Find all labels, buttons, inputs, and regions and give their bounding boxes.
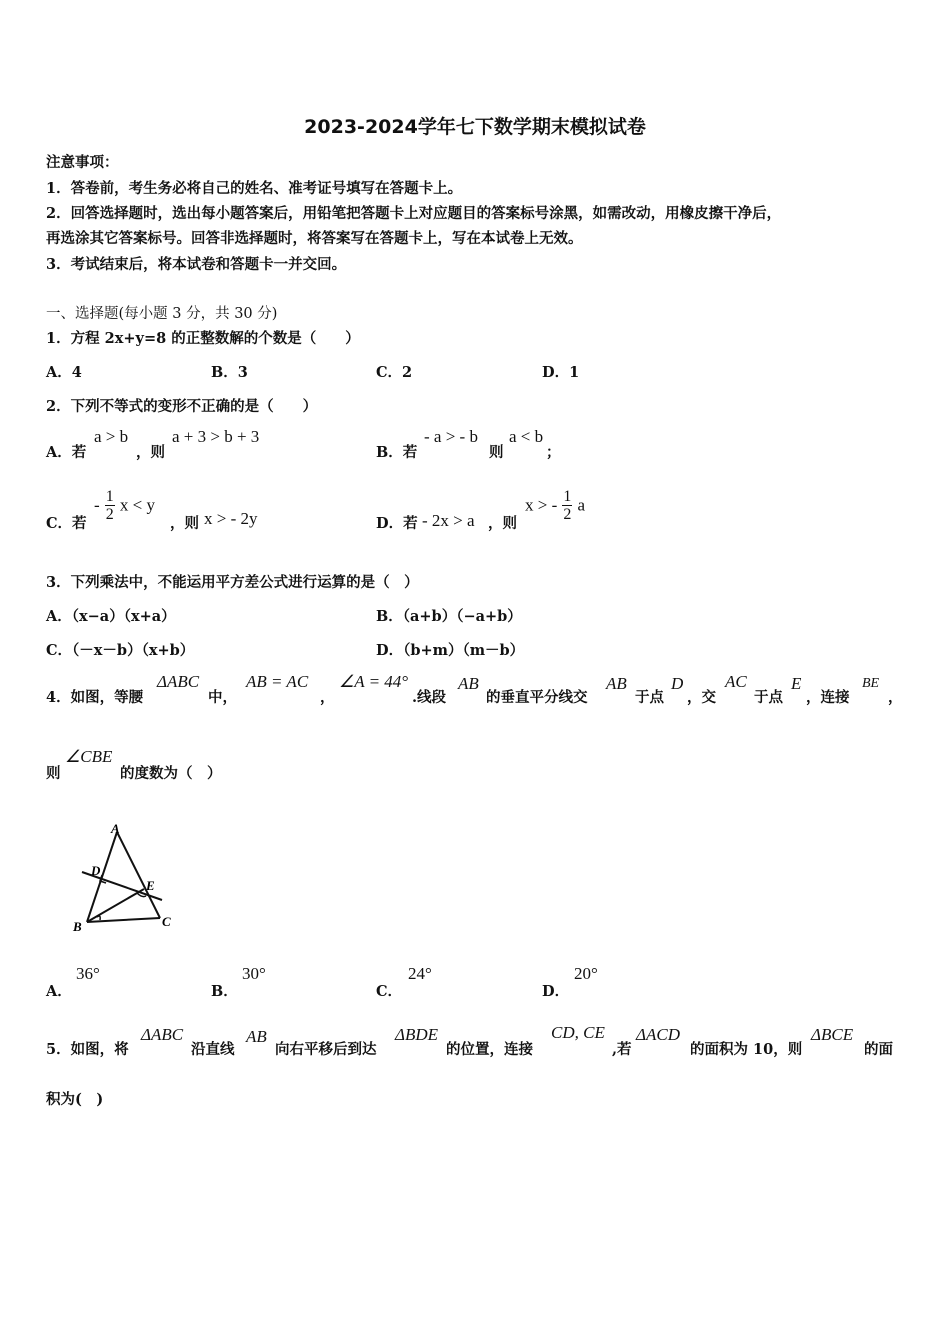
stem-math: AB <box>458 674 479 693</box>
notice-item: 2．回答选择题时，选出每小题答案后，用铅笔把答题卡上对应题目的答案标号涂黑，如需改动，用橡皮擦干净后， <box>46 205 782 222</box>
stem-text: .线段 <box>412 689 447 706</box>
math-expr: x < y <box>119 495 155 515</box>
stem-text: 的面积为 10，则 <box>690 1041 803 1058</box>
triangle-figure <box>70 818 195 936</box>
stem-math: ΔABC <box>141 1025 184 1044</box>
option-d-math <box>525 488 585 523</box>
option-d-then: ，则 <box>488 515 517 532</box>
question-stem: 1．方程 2x+y=8 的正整数解的个数是（ ） <box>46 330 360 347</box>
denominator: 2 <box>563 506 572 523</box>
stem-text: 的位置，连接 <box>446 1041 533 1058</box>
stem-text: ， <box>888 689 903 706</box>
numerator: 1 <box>105 488 114 505</box>
stem-text: 中， <box>208 689 237 706</box>
stem-text: ，交 <box>687 689 716 706</box>
label-e: E <box>146 878 155 893</box>
numerator: 1 <box>563 488 572 505</box>
notice-item: 再选涂其它答案标号。回答非选择题时，将答案写在答题卡上，写在本试卷上无效。 <box>46 230 583 247</box>
option-a-math: a + 3 > b + 3 <box>172 427 260 446</box>
stem-math: ΔBDE <box>395 1025 439 1044</box>
stem-math: ΔBCE <box>811 1025 854 1044</box>
stem-math: ΔABC <box>157 672 200 691</box>
option-b-end: ； <box>546 444 561 461</box>
option-d-value: 20° <box>574 964 598 983</box>
stem-text: 向右平移后到达 <box>275 1041 377 1058</box>
option-d: D．（b+m）（m－b） <box>376 642 525 659</box>
page-title: 2023-2024学年七下数学期末模拟试卷 <box>304 116 646 138</box>
option-b: B．（a+b）（−a+b） <box>376 608 522 625</box>
stem-text: 则 <box>46 765 61 782</box>
stem-text: 的度数为（ ） <box>120 765 222 782</box>
fraction <box>562 488 572 523</box>
stem-text: 于点 <box>635 689 664 706</box>
stem-text: 的面 <box>864 1041 893 1058</box>
stem-math: BE <box>862 676 880 691</box>
notice-heading: 注意事项： <box>46 154 119 171</box>
stem-text: ，连接 <box>806 689 850 706</box>
option-a-then: ，则 <box>136 444 165 461</box>
option-b-math: - a > - b <box>424 427 478 446</box>
option-c: C．2 <box>376 364 413 381</box>
stem-text: ,若 <box>612 1041 632 1058</box>
stem-text: 沿直线 <box>191 1041 235 1058</box>
option-a-math: a > b <box>94 427 129 446</box>
option-b-label: B． <box>211 983 238 1000</box>
option-d: D．1 <box>542 364 580 381</box>
stem-math: AB <box>606 674 627 693</box>
option-b-then: 则 <box>489 444 504 461</box>
option-c-label: C．若 <box>46 515 87 532</box>
option-a: A．4 <box>46 364 82 381</box>
option-d-label: D．若 <box>376 515 418 532</box>
stem-math: ΔACD <box>636 1025 680 1044</box>
stem-text: 积为( ) <box>46 1091 104 1108</box>
denominator: 2 <box>105 506 114 523</box>
stem-math: ∠CBE <box>65 747 113 766</box>
stem-math: AB = AC <box>246 672 309 691</box>
option-d-math: - 2x > a <box>422 511 475 530</box>
label-c: C <box>162 914 171 929</box>
math-expr: a <box>577 495 585 515</box>
stem-text: ， <box>320 689 335 706</box>
option-c-then: ，则 <box>170 515 199 532</box>
stem-math: CD, CE <box>551 1023 605 1042</box>
notice-item: 3．考试结束后，将本试卷和答题卡一并交回。 <box>46 256 347 273</box>
option-b-label: B．若 <box>376 444 418 461</box>
option-a: A．（x−a）（x+a） <box>46 608 176 625</box>
option-c-label: C． <box>376 983 403 1000</box>
option-c: C．（－x－b）（x+b） <box>46 642 195 659</box>
option-a-label: A．若 <box>46 444 87 461</box>
math-minus: - <box>94 495 100 515</box>
option-b-math: a < b <box>509 427 544 446</box>
option-c-math: x > - 2y <box>204 509 258 528</box>
angle-mark <box>97 916 100 920</box>
option-b: B．3 <box>211 364 248 381</box>
label-d: D <box>91 863 101 878</box>
stem-math: E <box>791 674 802 693</box>
stem-text: 于点 <box>754 689 783 706</box>
side-bc <box>87 918 160 922</box>
option-c-math <box>94 488 155 523</box>
option-c-value: 24° <box>408 964 432 983</box>
option-a-value: 36° <box>76 964 100 983</box>
stem-math: AB <box>246 1027 267 1046</box>
stem-math: AC <box>725 672 747 691</box>
math-expr: x > - <box>525 495 558 515</box>
option-d-label: D． <box>542 983 570 1000</box>
label-a: A <box>111 821 120 836</box>
option-b-value: 30° <box>242 964 266 983</box>
question-stem: 2．下列不等式的变形不正确的是（ ） <box>46 398 318 415</box>
notice-item: 1．答卷前，考生务必将自己的姓名、准考证号填写在答题卡上。 <box>46 180 463 197</box>
section-heading: 一、选择题(每小题 3 分，共 30 分) <box>46 306 278 322</box>
side-ac <box>117 832 160 918</box>
stem-math: D <box>671 674 684 693</box>
stem-text: 的垂直平分线交 <box>486 689 588 706</box>
label-b: B <box>73 919 82 934</box>
stem-math: ∠A = 44° <box>339 672 409 691</box>
option-a-label: A． <box>46 983 72 1000</box>
fraction <box>105 488 115 523</box>
question-stem: 3．下列乘法中，不能运用平方差公式进行运算的是（ ） <box>46 574 419 591</box>
stem-text: 5．如图，将 <box>46 1041 129 1058</box>
stem-text: 4．如图，等腰 <box>46 689 144 706</box>
